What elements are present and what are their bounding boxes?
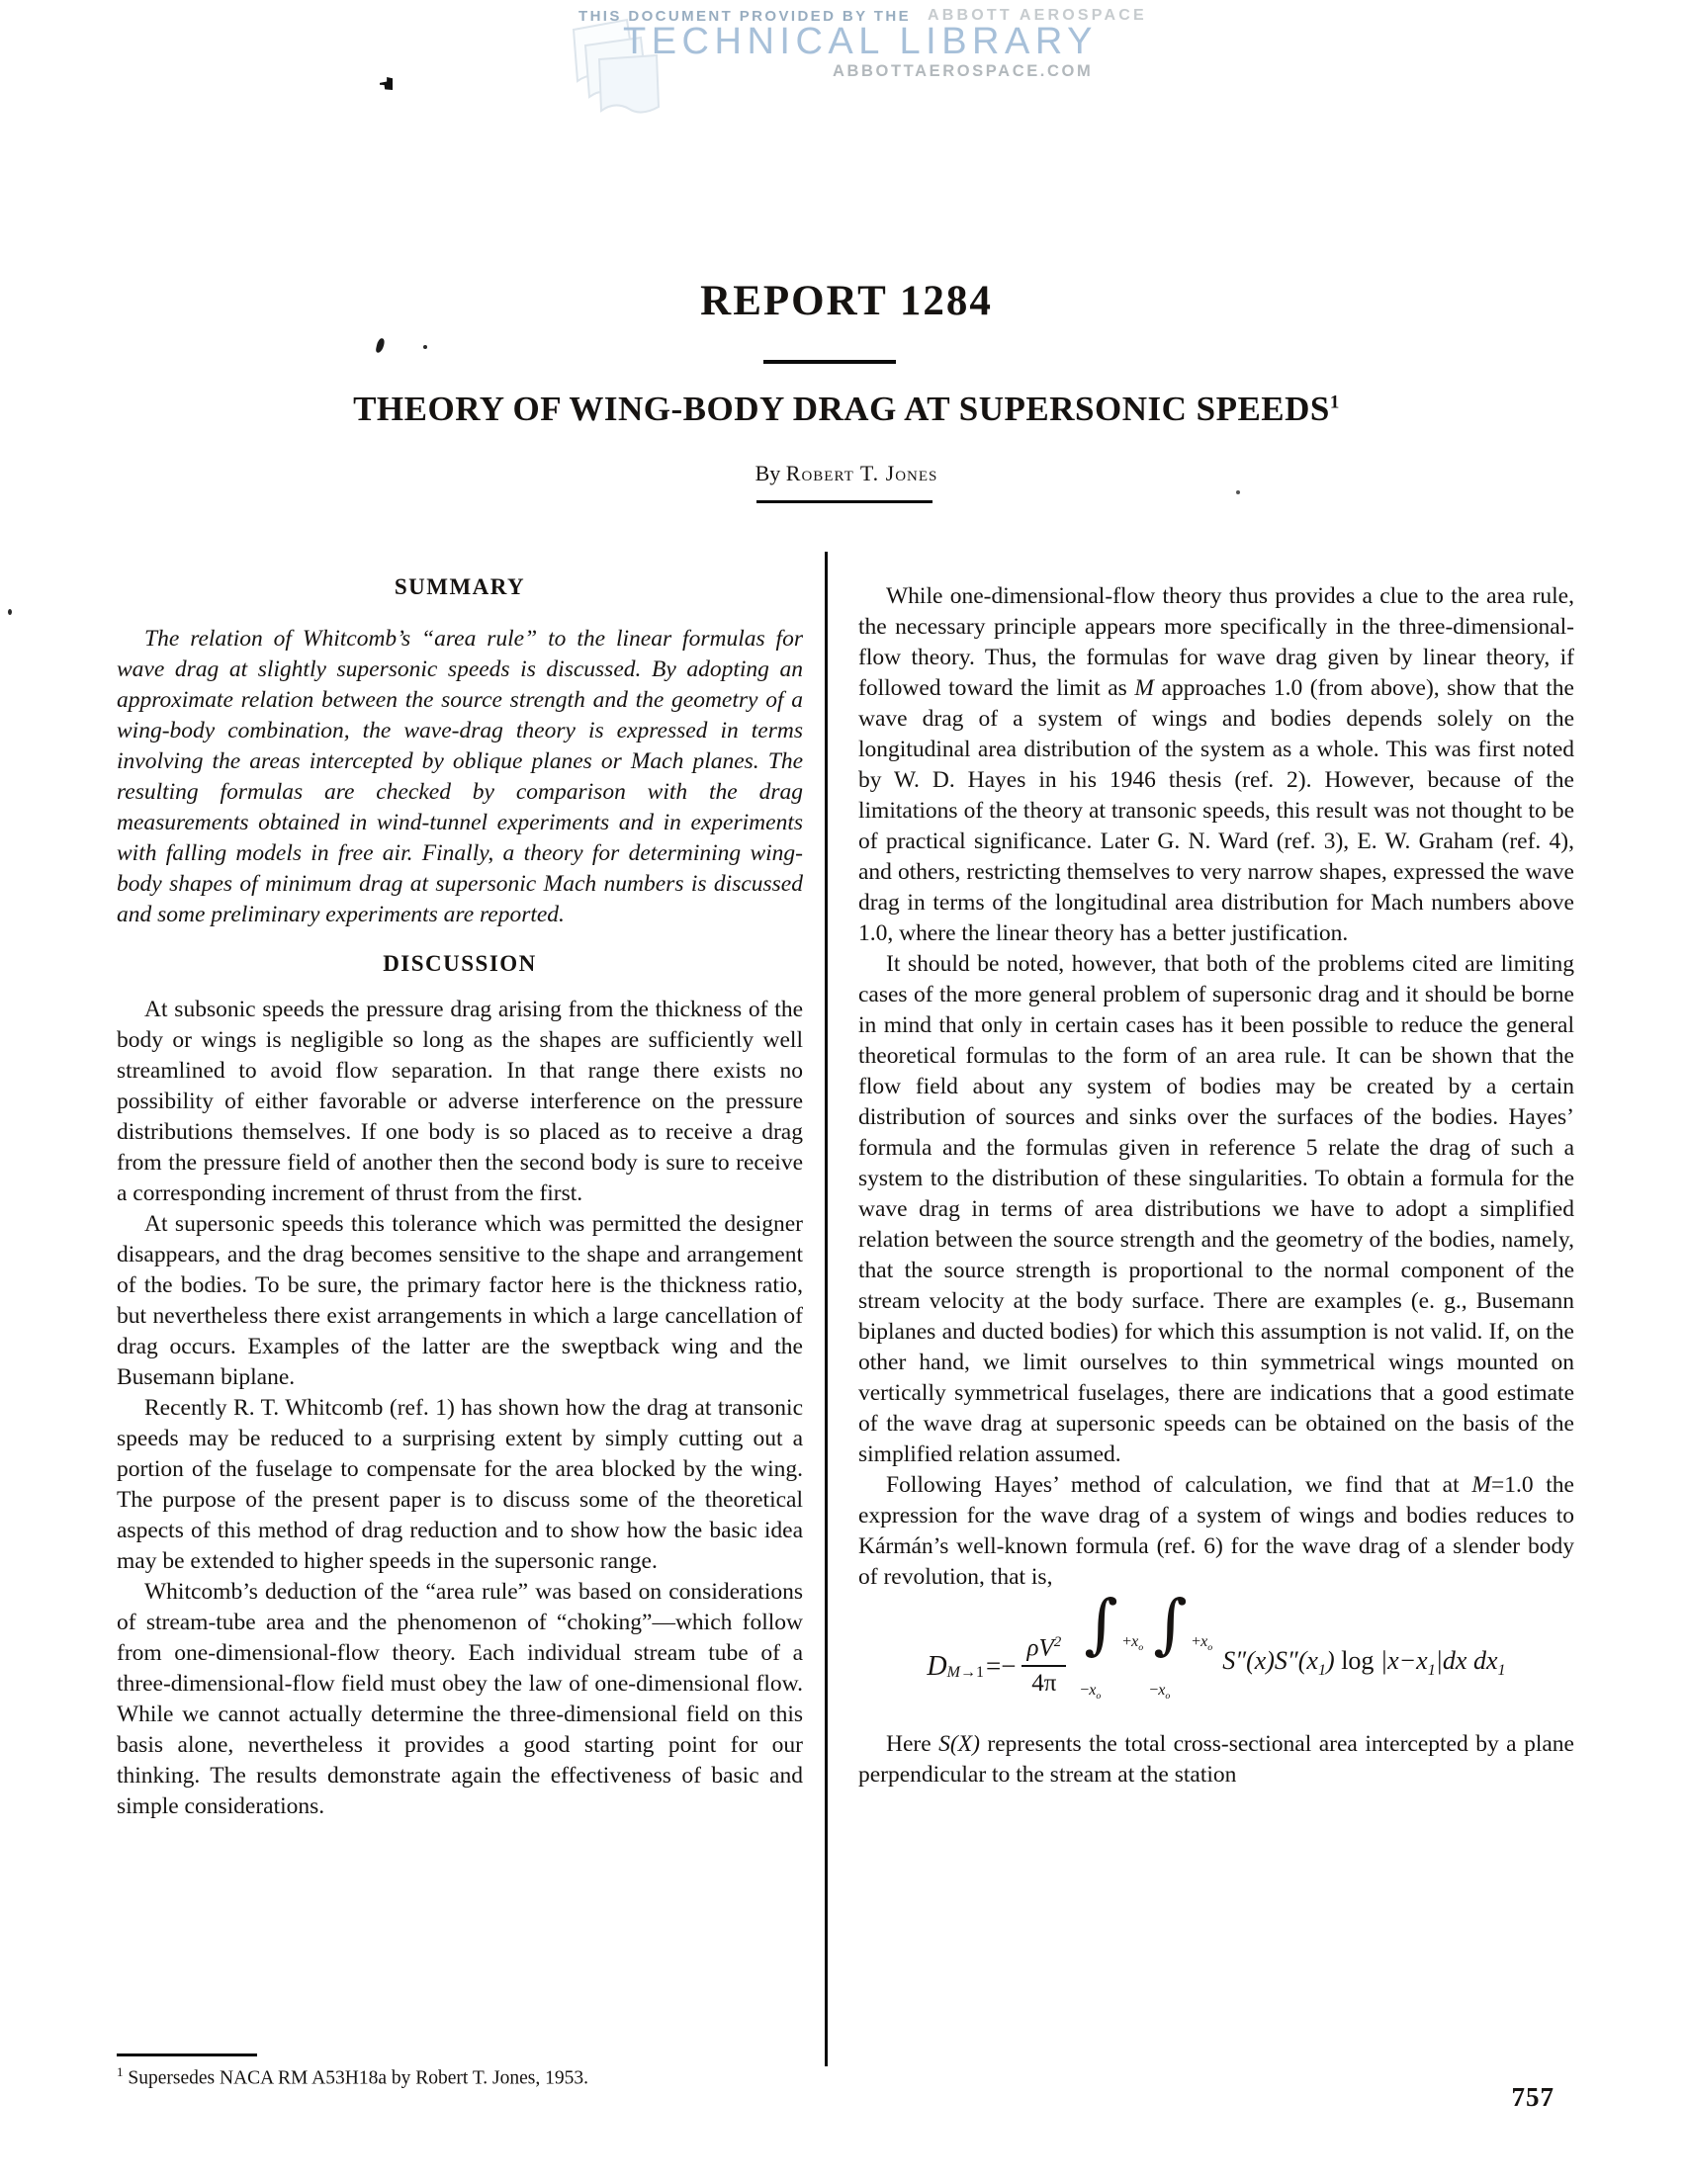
discussion-paragraph: At supersonic speeds this tolerance which was permitted the designer disappears, and the drag becomes sensitive to the shape and arrangement of the bodies. To be sure, the primary factor here is the thickness ratio, but nevertheless there exist arrangements in which a large cancellation of drag occurs. Examples of the latter are the sweptback wing and the Busemann biplane. [117, 1211, 803, 1390]
ink-dot-artifact [8, 609, 12, 615]
byline-prefix: By [755, 461, 786, 485]
footnote: $^1$ Supersedes NACA RM A53H18a by Robert T. Jones, 1953. [117, 2064, 589, 2089]
equation-integrand: $S''(x)S''(x_1)$ $\log |x-x_1|dx$ $dx_1$ [1222, 1646, 1506, 1680]
watermark-provided-text: THIS DOCUMENT PROVIDED BY THE [578, 8, 912, 25]
inner-integral [1143, 1586, 1213, 1709]
watermark-provider-name: ABBOTT AEROSPACE [928, 7, 1147, 24]
ink-dot-artifact [423, 345, 427, 349]
ink-dot-artifact [1236, 490, 1240, 494]
integral-upper-bound: $+x_o$ [1192, 1633, 1213, 1654]
column-divider-rule [825, 552, 828, 2066]
discussion-paragraph: Whitcomb’s deduction of the “area rule” was based on considerations of stream-tube area and the phenomenon of “choking”—which follow from one-dimensional-flow theory. Each individual stream tube of a three-dimensional-flow field must obey the law of one-dimensional flow. While we cannot actually determine the three-dimensional field on this basis alone, nevertheless it provides a good starting point for our thinking. The results demonstrate again the effectiveness of basic and simple considerations. [117, 1579, 803, 1819]
summary-paragraph: The relation of Whitcomb’s “area rule” to the linear formulas for wave drag at slightly supersonic speeds is discussed. By adopting an approximate relation between the source strength and the geometry of a wing-body combination, the wave-drag theory is expressed in terms involving the areas intercepted by oblique planes or Mach planes. The resulting formulas are checked by comparison with the drag measurements obtained in wind-tunnel experiments and in experiments with falling models in free air. Finally, a theory for determining wing-body shapes of minimum drag at supersonic Mach numbers is discussed and some preliminary experiments are reported. [117, 626, 803, 927]
title-divider-rule [763, 360, 896, 364]
equation-fraction [1021, 1634, 1066, 1697]
report-number: REPORT 1284 [700, 278, 993, 324]
equation-lhs-subscript: M→1 [946, 1663, 984, 1681]
fraction-numerator: $\rho V^2$ [1021, 1634, 1066, 1667]
footnote-rule [117, 2053, 257, 2056]
left-column [117, 571, 803, 1822]
ink-blot-artifact [380, 77, 393, 90]
integral-sign: ∫ [1084, 1586, 1118, 1662]
equation-lhs: D [927, 1650, 947, 1682]
integral-lower-bound: $-x_o$ [1080, 1681, 1102, 1702]
body-paragraph: Here S(X) represents the total cross-sectional area intercepted by a plane perpendicular to the stream at the station [858, 1731, 1574, 1788]
author-name: Robert T. Jones [785, 461, 938, 485]
fraction-denominator: 4π [1031, 1670, 1057, 1698]
wave-drag-equation [858, 1586, 1574, 1709]
summary-heading: SUMMARY [394, 574, 526, 599]
watermark-library-title: TECHNICAL LIBRARY [623, 21, 1098, 62]
title-footnote-marker: 1 [1329, 392, 1340, 413]
integral-lower-bound: $-x_o$ [1149, 1681, 1171, 1702]
byline [119, 461, 1574, 486]
page-number: 757 [1511, 2082, 1554, 2112]
body-paragraph: Following Hayes’ method of calculation, we find that at M=1.0 the expression for the wave drag of a system of wings and bodies reduces to Kármán’s well-known formula (ref. 6) for the wave drag of a slender body of revolution, that is, [858, 1472, 1574, 1590]
ink-comma-artifact [376, 337, 386, 353]
equation-equals-minus: =− [985, 1650, 1017, 1681]
watermark-library-url: ABBOTTAEROSPACE.COM [833, 62, 1094, 80]
discussion-paragraph: Recently R. T. Whitcomb (ref. 1) has shown how the drag at transonic speeds may be reduced to a surprising extent by simply cutting out a portion of the fuselage to compensate for the area blocked by the wing. The purpose of the present paper is to discuss some of the theoretical aspects of this method of drag reduction and to show how the basic idea may be extended to higher speeds in the supersonic range. [117, 1395, 803, 1574]
paper-title-text: THEORY OF WING-BODY DRAG AT SUPERSONIC SPEEDS [353, 390, 1330, 428]
discussion-heading: DISCUSSION [383, 951, 537, 976]
body-paragraph: While one-dimensional-flow theory thus provides a clue to the area rule, the necessary principle appears more specifically in the three-dimensional-flow theory. Thus, the formulas for wave drag given by linear theory, if followed toward the limit as M approaches 1.0 (from above), show that the wave drag of a system of wings and bodies depends solely on the longitudinal area distribution of the system as a whole. This was first noted by W. D. Hayes in his 1946 thesis (ref. 2). However, because of the limitations of the theory at transonic speeds, this result was not thought to be of practical significance. Later G. N. Ward (ref. 3), E. W. Graham (ref. 4), and others, restricting themselves to very narrow shapes, expressed the wave drag in terms of the longitudinal area distribution for Mach numbers above 1.0, where the linear theory has a better justification. [858, 583, 1574, 946]
paper-title [119, 390, 1574, 429]
discussion-paragraph: At subsonic speeds the pressure drag arising from the thickness of the body or wings is negligible so long as the shapes are sufficiently well streamlined to avoid flow separation. In that range there exists no possibility of either favorable or adverse interference on the pressure distributions themselves. If one body is so placed as to receive a drag from the pressure field of another then the second body is sure to receive a corresponding increment of thrust from the first. [117, 997, 803, 1206]
integral-sign: ∫ [1153, 1586, 1188, 1662]
right-column [858, 581, 1574, 1791]
outer-integral [1074, 1586, 1144, 1709]
integral-upper-bound: $+x_o$ [1122, 1633, 1144, 1654]
byline-divider-rule [756, 500, 932, 503]
body-paragraph: It should be noted, however, that both of the problems cited are limiting cases of the more general problem of supersonic drag and it should be borne in mind that only in certain cases has it been possible to reduce the general theoretical formulas to the form of an area rule. It can be shown that the flow field about any system of bodies may be created by a certain distribution of sources and sinks over the surfaces of the bodies. Hayes’ formula and the formulas given in reference 5 relate the drag of such a system to the distribution of these singularities. To obtain a formula for the wave drag in terms of area distributions we have to adopt a simplified relation between the source strength and the geometry of the bodies, namely, that the source strength is proportional to the normal component of the stream velocity at the body surface. There are examples (e. g., Busemann biplanes and ducted bodies) for which this assumption is not valid. If, on the other hand, we limit ourselves to thin symmetrical wings mounted on vertically symmetrical fuselages, there are indications that a good estimate of the wave drag at supersonic speeds can be obtained on the basis of the simplified relation assumed. [858, 951, 1574, 1467]
